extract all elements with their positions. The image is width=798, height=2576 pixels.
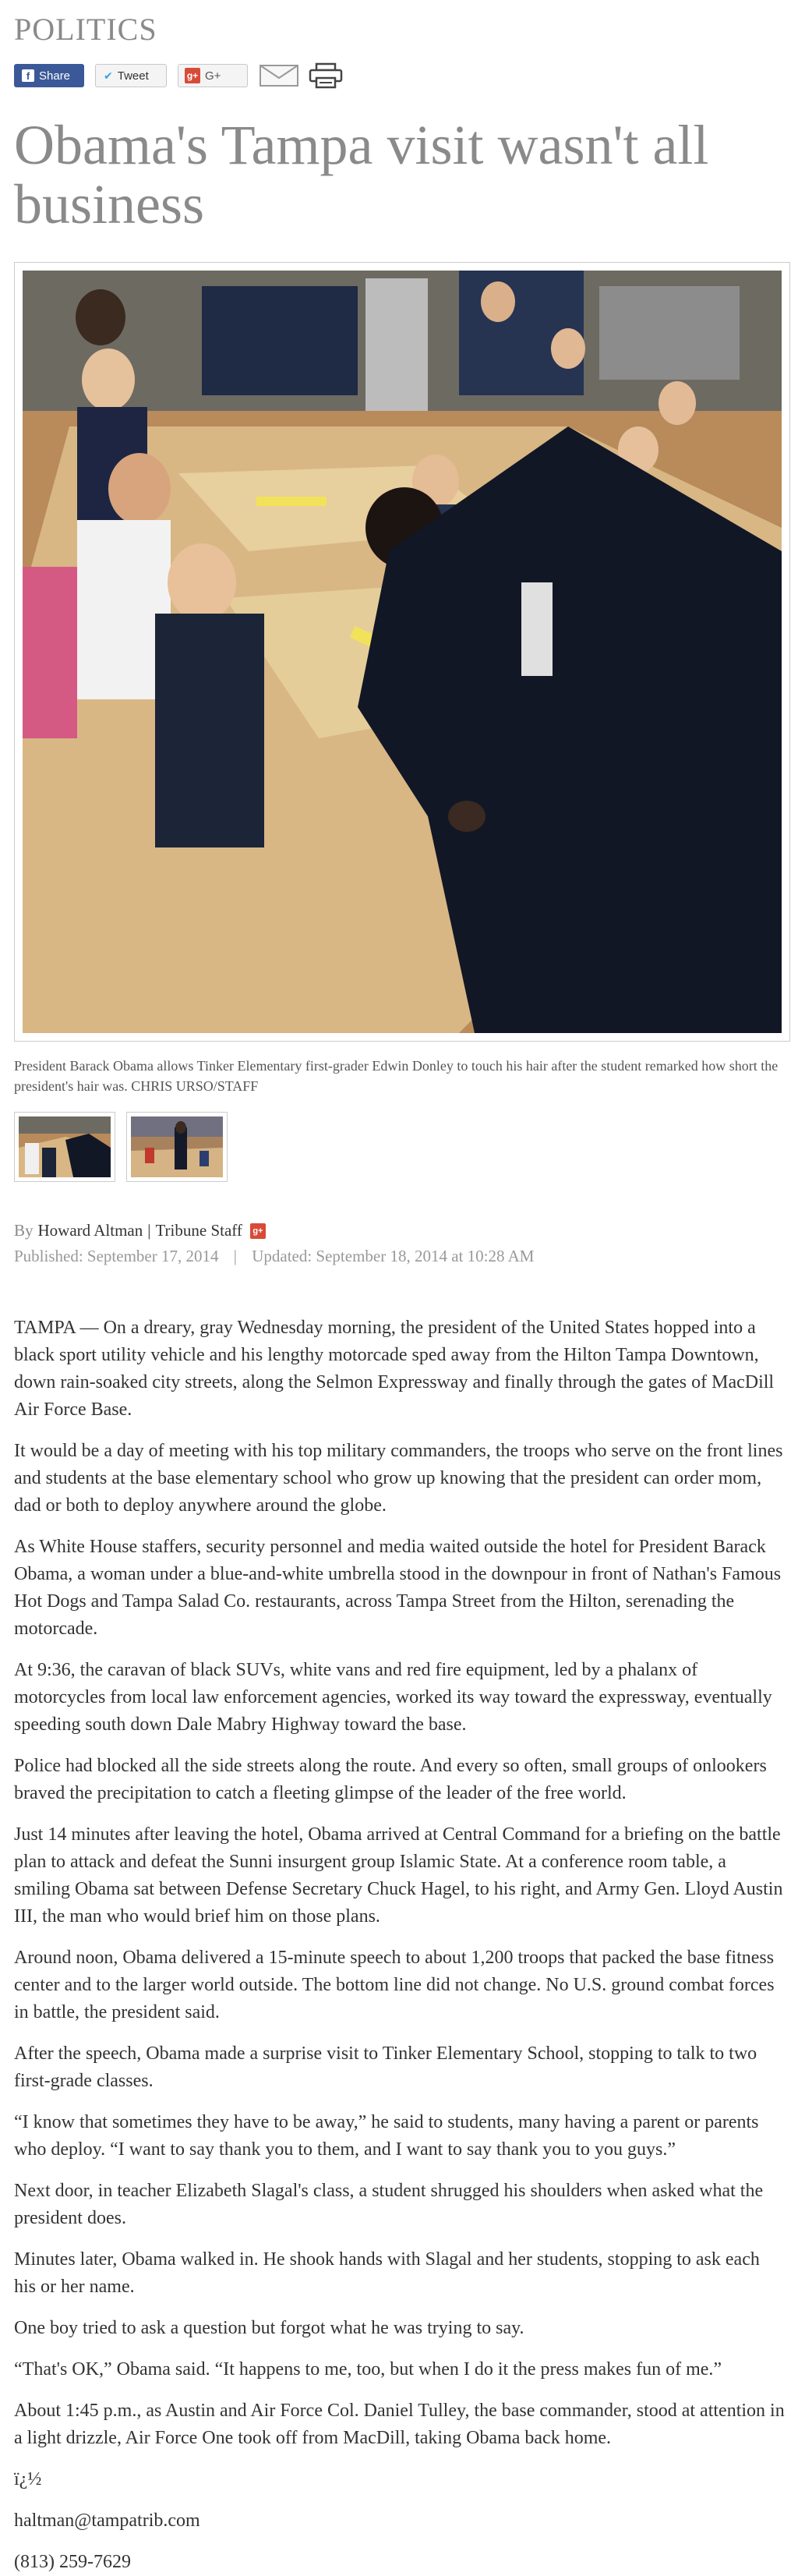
photo-caption: President Barack Obama allows Tinker Elementary first-grader Edwin Donley to touch his hair after the student remarked how short the president's hair was. CHRIS URSO/STAFF	[14, 1058, 779, 1094]
author-email[interactable]: haltman@tampatrib.com	[14, 2511, 200, 2531]
author-link[interactable]: Howard Altman	[37, 1221, 143, 1240]
article-paragraph: One boy tried to ask a question but forgot what he was trying to say.	[14, 2318, 524, 2338]
article-paragraph: Around noon, Obama delivered a 15-minute speech to about 1,200 troops that packed the base fitness center and to the larger world outside. The bottom line did not change. No U.S. ground combat forces in battle, the president said.	[14, 1948, 775, 2022]
facebook-share-label: Share	[39, 69, 71, 83]
facebook-icon: f	[22, 69, 34, 82]
byline	[14, 1221, 784, 1240]
published-date: Published: September 17, 2014	[14, 1247, 219, 1265]
article-paragraph: “That's OK,” Obama said. “It happens to me, too, but when I do it the press makes fun of me.”	[14, 2359, 722, 2380]
googleplus-share-label: G+	[205, 69, 221, 83]
main-photo[interactable]	[23, 271, 782, 1033]
article-paragraph: Next door, in teacher Elizabeth Slagal's class, a student shrugged his shoulders when asked what the president does.	[14, 2181, 764, 2228]
photo-thumbnails	[14, 1112, 784, 1182]
article-paragraph: After the speech, Obama made a surprise visit to Tinker Elementary School, stopping to talk to two first-grade classes.	[14, 2043, 757, 2091]
article-dates	[14, 1247, 784, 1266]
byline-organization: Tribune Staff	[155, 1221, 242, 1240]
article-paragraph: About 1:45 p.m., as Austin and Air Force Col. Daniel Tulley, the base commander, stood at attention in a light drizzle, Air Force One took off from MacDill, taking Obama back home.	[14, 2401, 785, 2448]
headline: Obama's Tampa visit wasn't all business	[14, 114, 709, 235]
thumbnail-1[interactable]	[14, 1112, 115, 1182]
googleplus-author-icon[interactable]: g+	[250, 1223, 266, 1239]
printer-icon[interactable]	[309, 62, 343, 89]
section-label: POLITICS	[14, 12, 157, 47]
article-paragraph: Police had blocked all the side streets along the route. And every so often, small groups of onlookers braved the precipitation to catch a fleeting glimpse of the leader of the free world.	[14, 1756, 767, 1803]
updated-date: Updated: September 18, 2014 at 10:28 AM	[252, 1247, 535, 1265]
thumbnail-2-image	[131, 1116, 223, 1177]
thumbnail-2[interactable]	[126, 1112, 228, 1182]
article-paragraph: It would be a day of meeting with his top military commanders, the troops who serve on the front lines and students at the base elementary school who grow up knowing that the president can order mom, dad or both to deploy anywhere around the globe.	[14, 1441, 783, 1516]
twitter-tweet-label: Tweet	[117, 69, 149, 83]
googleplus-icon: g+	[185, 68, 200, 83]
article-paragraph: At 9:36, the caravan of black SUVs, white vans and red fire equipment, led by a phalanx of motorcycles from local law enforcement agencies, worked its way toward the expressway, eventually speeding south down Dale Mabry Highway toward the base.	[14, 1660, 772, 1735]
twitter-tweet-button[interactable]	[95, 64, 167, 87]
byline-separator: |	[147, 1221, 151, 1240]
byline-prefix: By	[14, 1221, 34, 1240]
article-paragraph: “I know that sometimes they have to be away,” he said to students, many having a parent or parents who deploy. “I want to say thank you to them, and I want to say thank you to you guys.”	[14, 2112, 759, 2160]
author-phone: (813) 259-7629	[14, 2552, 131, 2572]
article-paragraph: Minutes later, Obama walked in. He shook hands with Slagal and her students, stopping to ask each his or her name.	[14, 2249, 760, 2297]
share-bar	[14, 62, 784, 89]
article-paragraph: TAMPA — On a dreary, gray Wednesday morning, the president of the United States hopped into a black sport utility vehicle and his lengthy motorcade sped away from the Hilton Tampa Downtown, down rain-soaked city streets, along the Selmon Expressway and finally through the gates of MacDill Air Force Base.	[14, 1318, 775, 1420]
main-photo-frame	[14, 262, 790, 1042]
article-paragraph: As White House staffers, security personnel and media waited outside the hotel for President Barack Obama, a woman under a blue-and-white umbrella stood in the downpour in front of Nathan's Famous Hot Dogs and Tampa Salad Co. restaurants, across Tampa Street from the Hilton, serenading the motorcade.	[14, 1537, 782, 1639]
article-paragraph: ï¿½	[14, 2469, 42, 2489]
email-icon[interactable]	[259, 64, 299, 87]
dates-separator: |	[233, 1247, 237, 1265]
thumbnail-1-image	[19, 1116, 111, 1177]
googleplus-share-button[interactable]	[178, 64, 248, 87]
facebook-share-button[interactable]	[14, 64, 84, 87]
article-body	[14, 1315, 784, 2576]
twitter-bird-icon: ✔	[104, 69, 113, 82]
article-paragraph: Just 14 minutes after leaving the hotel, Obama arrived at Central Command for a briefing on the battle plan to attack and defeat the Sunni insurgent group Islamic State. At a conference room table, a smiling Obama sat between Defense Secretary Chuck Hagel, to his right, and Army Gen. Lloyd Austin III, the man who would brief him on those plans.	[14, 1824, 783, 1927]
